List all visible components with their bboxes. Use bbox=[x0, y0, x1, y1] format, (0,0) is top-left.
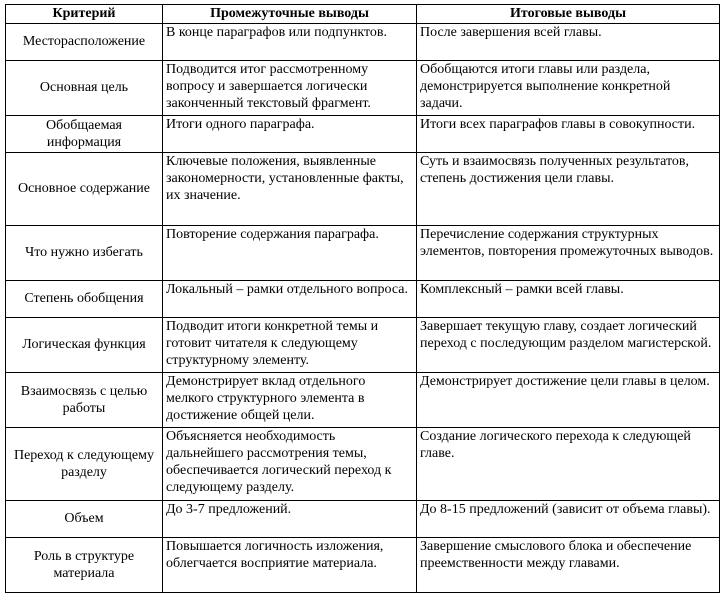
intermediate-cell: Демонстрирует вклад отдельного мелкого структурного элемента в достижение общей цели. bbox=[163, 373, 417, 428]
table-row bbox=[6, 24, 720, 61]
final-cell: Итоги всех параграфов главы в совокупности. bbox=[417, 116, 720, 153]
final-cell: Демонстрирует достижение цели главы в целом. bbox=[417, 373, 720, 428]
header-intermediate: Промежуточные выводы bbox=[163, 5, 417, 24]
table-row bbox=[6, 116, 720, 153]
final-cell: Комплексный – рамки всей главы. bbox=[417, 281, 720, 318]
comparison-table bbox=[5, 4, 720, 593]
header-row bbox=[6, 5, 720, 24]
intermediate-cell: Локальный – рамки отдельного вопроса. bbox=[163, 281, 417, 318]
intermediate-cell: Подводит итоги конкретной темы и готовит читателя к следующему структурному элементу. bbox=[163, 318, 417, 373]
intermediate-cell: Повышается логичность изложения, облегчается восприятие материала. bbox=[163, 538, 417, 593]
final-cell: Завершение смыслового блока и обеспечение преемственности между главами. bbox=[417, 538, 720, 593]
criterion-cell: Основное содержание bbox=[6, 153, 163, 226]
criterion-cell: Объем bbox=[6, 501, 163, 538]
intermediate-cell: Итоги одного параграфа. bbox=[163, 116, 417, 153]
final-cell: Обобщаются итоги главы или раздела, демонстрируется выполнение конкретной задачи. bbox=[417, 61, 720, 116]
table-row bbox=[6, 428, 720, 501]
final-cell: До 8-15 предложений (зависит от объема главы). bbox=[417, 501, 720, 538]
criterion-cell: Степень обобщения bbox=[6, 281, 163, 318]
intermediate-cell: Подводится итог рассмотренному вопросу и завершается логически законченный текстовый фрагмент. bbox=[163, 61, 417, 116]
criterion-cell: Обобщаемая информация bbox=[6, 116, 163, 153]
criterion-cell: Основная цель bbox=[6, 61, 163, 116]
table-row bbox=[6, 61, 720, 116]
table-row bbox=[6, 501, 720, 538]
header-criterion: Критерий bbox=[6, 5, 163, 24]
table-row bbox=[6, 153, 720, 226]
criterion-cell: Месторасположение bbox=[6, 24, 163, 61]
criterion-cell: Логическая функция bbox=[6, 318, 163, 373]
criterion-cell: Переход к следующему разделу bbox=[6, 428, 163, 501]
table-row bbox=[6, 281, 720, 318]
final-cell: Перечисление содержания структурных элементов, повторения промежуточных выводов. bbox=[417, 226, 720, 281]
table-row bbox=[6, 318, 720, 373]
intermediate-cell: До 3-7 предложений. bbox=[163, 501, 417, 538]
intermediate-cell: В конце параграфов или подпунктов. bbox=[163, 24, 417, 61]
final-cell: Суть и взаимосвязь полученных результатов, степень достижения цели главы. bbox=[417, 153, 720, 226]
final-cell: После завершения всей главы. bbox=[417, 24, 720, 61]
table-row bbox=[6, 373, 720, 428]
table-row bbox=[6, 538, 720, 593]
header-final: Итоговые выводы bbox=[417, 5, 720, 24]
table-row bbox=[6, 226, 720, 281]
intermediate-cell: Ключевые положения, выявленные закономерности, установленные факты, их значение. bbox=[163, 153, 417, 226]
criterion-cell: Взаимосвязь с целью работы bbox=[6, 373, 163, 428]
criterion-cell: Что нужно избегать bbox=[6, 226, 163, 281]
final-cell: Завершает текущую главу, создает логический переход с последующим разделом магистерской. bbox=[417, 318, 720, 373]
final-cell: Создание логического перехода к следующей главе. bbox=[417, 428, 720, 501]
intermediate-cell: Объясняется необходимость дальнейшего рассмотрения темы, обеспечивается логический переход к следующему разделу. bbox=[163, 428, 417, 501]
intermediate-cell: Повторение содержания параграфа. bbox=[163, 226, 417, 281]
criterion-cell: Роль в структуре материала bbox=[6, 538, 163, 593]
